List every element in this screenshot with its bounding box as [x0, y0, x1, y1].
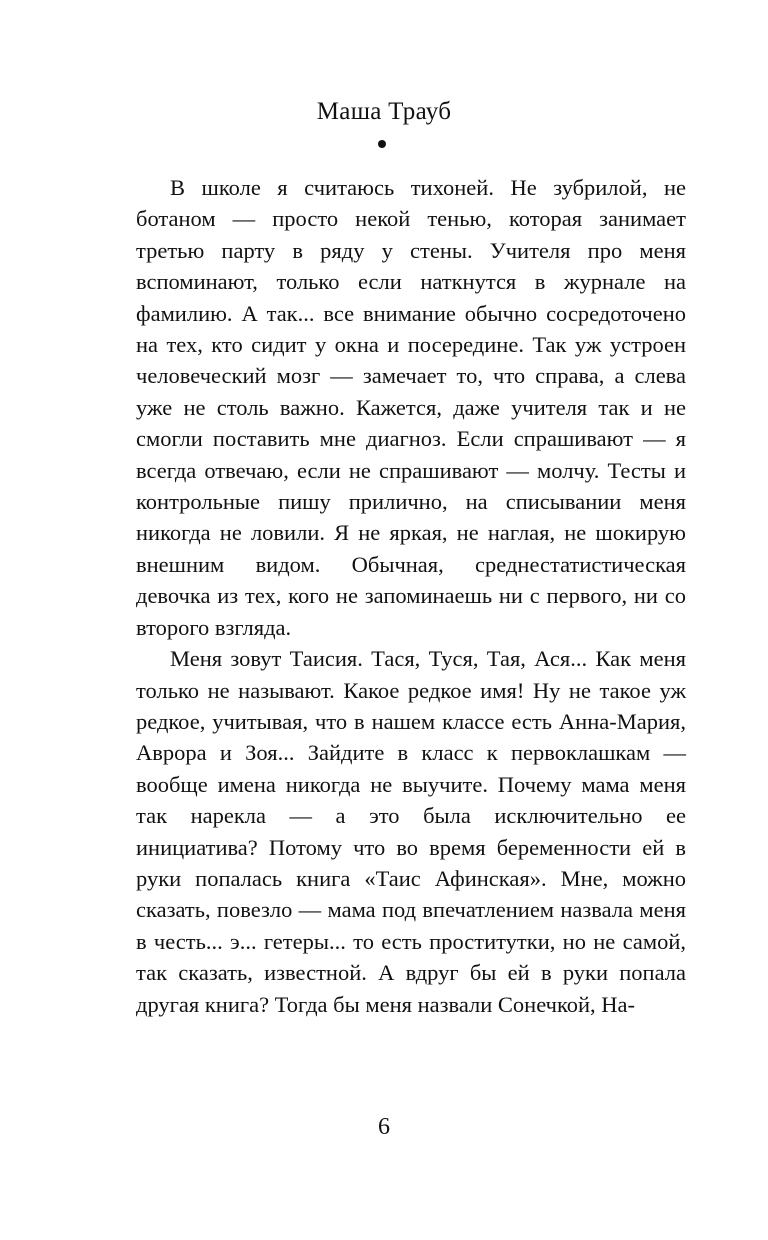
bullet-ornament-icon [378, 140, 386, 148]
running-head-author: Маша Трауб [316, 98, 452, 125]
paragraph-1: В школе я считаюсь тихоней. Не зубрилой, не ботаном — просто некой тенью, которая занимает третью парту в ряду у стены. Учителя про меня вспоминают, только если наткнутся в журнале на фамилию. А так... все внимание обычно сосредоточено на тех, кто сидит у окна и посередине. Так уж устроен человеческий мозг — замечает то, что справа, а слева уже не столь важно. Кажется, даже учителя так и не смогли поставить мне диагноз. Если спрашивают — я всегда отвечаю, если не спрашивают — молчу. Тесты и контрольные пишу прилично, на списывании меня никогда не ловили. Я не яркая, не наглая, не шокирую внешним видом. Обычная, среднестатистическая девочка из тех, кого не запоминаешь ни с первого, ни со второго взгляда. [136, 175, 686, 640]
body-text [136, 172, 686, 1020]
paragraph-2: Меня зовут Таисия. Тася, Туся, Тая, Ася... Как меня только не называют. Какое редкое имя! Ну не такое уж редкое, учитывая, что в нашем классе есть Анна-Мария, Аврора и Зоя... Зайдите в класс к первоклашкам — вообще имена никогда не выучите. Почему мама меня так нарекла — а это была исключительно ее инициатива? Потому что во время беременности ей в руки попалась книга «Таис Афинская». Мне, можно сказать, повезло — мама под впечатлением назвала меня в честь... э... гетеры... то есть проститутки, но не самой, так сказать, известной. А вдруг бы ей в руки попала другая книга? Тогда бы меня назвали Сонечкой, На- [136, 646, 686, 1017]
page-number: 6 [378, 1114, 390, 1140]
